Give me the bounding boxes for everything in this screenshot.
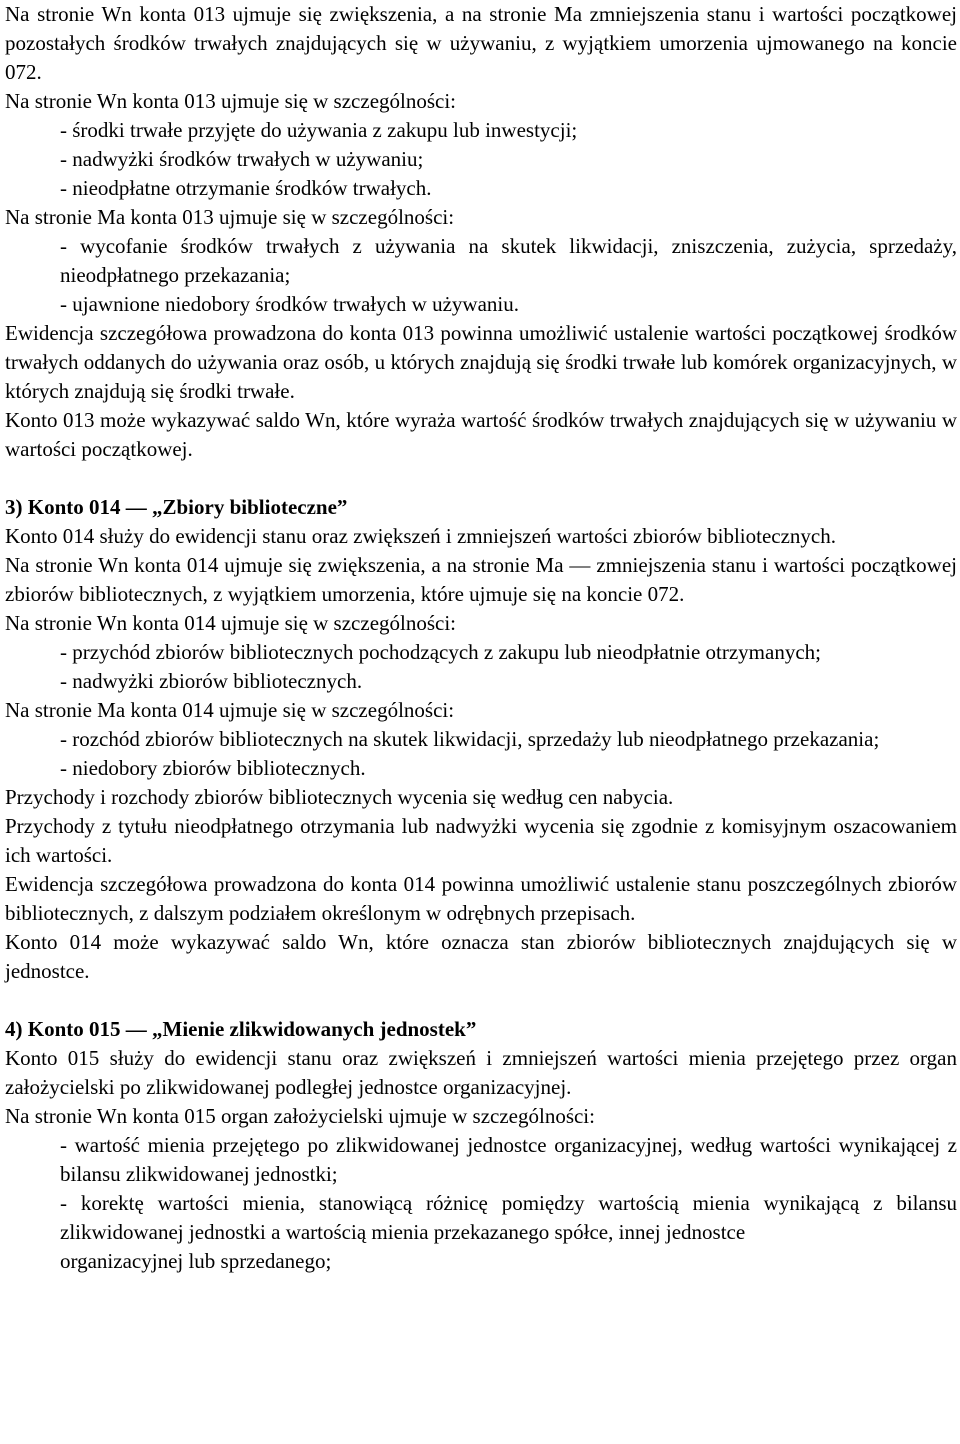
paragraph-015-wn-lead: Na stronie Wn konta 015 organ założycielski ujmuje w szczególności: <box>5 1104 595 1128</box>
list-item-013-ma-1: - wycofanie środków trwałych z używania na skutek likwidacji, zniszczenia, zużycia, sprzedaży, nieodpłatnego przekazania; <box>60 234 957 287</box>
paragraph-015-intro: Konto 015 służy do ewidencji stanu oraz zwiększeń i zmniejszeń wartości mienia przejętego przez organ założycielski po zlikwidowanej podległej jednostce organizacyjnej. <box>5 1046 957 1099</box>
list-item-014-wn-2: - nadwyżki zbiorów bibliotecznych. <box>60 669 363 693</box>
paragraph-013-ewidencja: Ewidencja szczegółowa prowadzona do konta 013 powinna umożliwić ustalenie wartości początkowej środków trwałych oddanych do używania oraz osób, u których znajdują się środki trwałe lub komórek organizacyjnych, w których znajdują się środki trwałe. <box>5 321 957 403</box>
paragraph-014-nieodplatne: Przychody z tytułu nieodpłatnego otrzymania lub nadwyżki wycenia się zgodnie z komisyjnym oszacowaniem ich wartości. <box>5 814 957 867</box>
list-item-013-wn-3: - nieodpłatne otrzymanie środków trwałych. <box>60 176 432 200</box>
list-item-015-wn-2: - korektę wartości mienia, stanowiącą różnicę pomiędzy wartością mienia wynikającą z bilansu zlikwidowanej jednostki a wartością mienia przekazanego spółce, innej jednostce <box>60 1191 957 1244</box>
section-heading-014: 3) Konto 014 — „Zbiory biblioteczne” <box>5 495 348 519</box>
paragraph-013-wn-lead: Na stronie Wn konta 013 ujmuje się w szczególności: <box>5 89 457 113</box>
paragraph-014-wn-lead: Na stronie Wn konta 014 ujmuje się w szczególności: <box>5 611 457 635</box>
list-item-015-wn-2-cont: organizacyjnej lub sprzedanego; <box>60 1249 332 1273</box>
paragraph-014-intro: Konto 014 służy do ewidencji stanu oraz zwiększeń i zmniejszeń wartości zbiorów bibliotecznych. <box>5 524 836 548</box>
paragraph-014-wycena: Przychody i rozchody zbiorów bibliotecznych wycenia się według cen nabycia. <box>5 785 674 809</box>
paragraph-013-intro: Na stronie Wn konta 013 ujmuje się zwiększenia, a na stronie Ma zmniejszenia stanu i wartości początkowej pozostałych środków trwałych znajdujących się w używaniu, z wyjątkiem umorzenia ujmowanego na koncie 072. <box>5 2 957 84</box>
section-heading-015: 4) Konto 015 — „Mienie zlikwidowanych jednostek” <box>5 1017 477 1041</box>
paragraph-014-ewidencja: Ewidencja szczegółowa prowadzona do konta 014 powinna umożliwić ustalenie stanu poszczególnych zbiorów bibliotecznych, z dalszym podziałem określonym w odrębnych przepisach. <box>5 872 957 925</box>
list-item-014-ma-1: - rozchód zbiorów bibliotecznych na skutek likwidacji, sprzedaży lub nieodpłatnego przekazania; <box>60 727 880 751</box>
paragraph-014-ma-lead: Na stronie Ma konta 014 ujmuje się w szczególności: <box>5 698 455 722</box>
paragraph-013-saldo: Konto 013 może wykazywać saldo Wn, które wyraża wartość środków trwałych znajdujących się w używaniu w wartości początkowej. <box>5 408 957 461</box>
section-gap <box>5 464 957 493</box>
paragraph-013-ma-lead: Na stronie Ma konta 013 ujmuje się w szczególności: <box>5 205 455 229</box>
section-gap <box>5 986 957 1015</box>
list-item-013-wn-2: - nadwyżki środków trwałych w używaniu; <box>60 147 424 171</box>
list-item-015-wn-1: - wartość mienia przejętego po zlikwidowanej jednostce organizacyjnej, według wartości wynikającej z bilansu zlikwidowanej jednostki; <box>60 1133 957 1186</box>
document-page <box>5 0 957 1276</box>
list-item-014-ma-2: - niedobory zbiorów bibliotecznych. <box>60 756 366 780</box>
list-item-014-wn-1: - przychód zbiorów bibliotecznych pochodzących z zakupu lub nieodpłatnie otrzymanych; <box>60 640 821 664</box>
list-item-013-wn-1: - środki trwałe przyjęte do używania z zakupu lub inwestycji; <box>60 118 578 142</box>
paragraph-014-saldo: Konto 014 może wykazywać saldo Wn, które oznacza stan zbiorów bibliotecznych znajdujących się w jednostce. <box>5 930 957 983</box>
paragraph-014-wn-ma: Na stronie Wn konta 014 ujmuje się zwiększenia, a na stronie Ma — zmniejszenia stanu i wartości początkowej zbiorów bibliotecznych, z wyjątkiem umorzenia, które ujmuje się na koncie 072. <box>5 553 957 606</box>
list-item-013-ma-2: - ujawnione niedobory środków trwałych w używaniu. <box>60 292 519 316</box>
